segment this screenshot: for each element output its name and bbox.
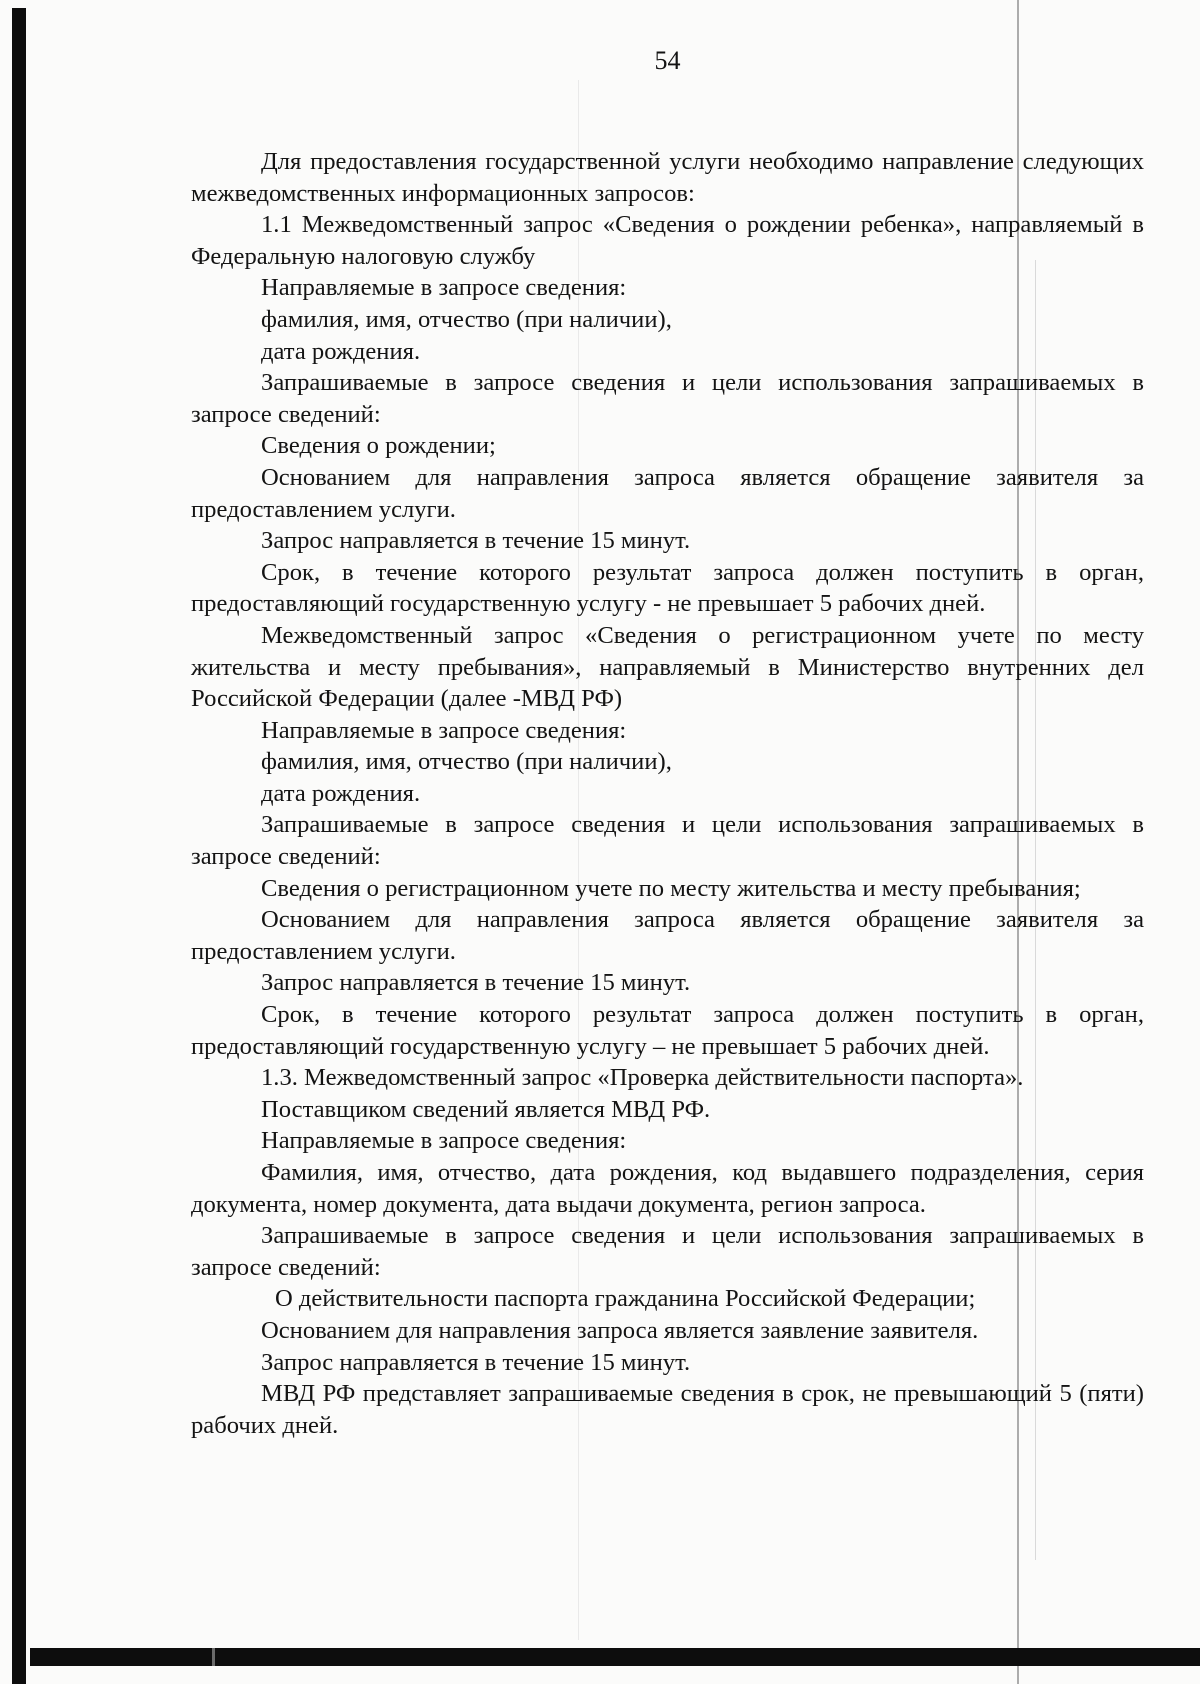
paragraph-response-deadline: МВД РФ представляет запрашиваемые сведения в срок, не превышающий 5 (пяти) рабочих дней. [191, 1380, 1144, 1439]
page-number: 54 [654, 46, 681, 75]
paragraph-request-timing: Запрос направляется в течение 15 минут. [261, 1348, 691, 1376]
paragraph-sent-data-heading: Направляемые в запросе сведения: [261, 1127, 627, 1155]
scan-edge-bottom [30, 1648, 1200, 1666]
paragraph-request-basis: Основанием для направления запроса является заявление заявителя. [261, 1316, 979, 1344]
paragraph-requested-data-heading: Запрашиваемые в запросе сведения и цели использования запрашиваемых в запросе сведений: [191, 811, 1144, 871]
paragraph-sent-data-birthdate: дата рождения. [261, 779, 421, 807]
paragraph-requested-data-heading: Запрашиваемые в запросе сведения и цели использования запрашиваемых в запросе сведений: [191, 1222, 1144, 1281]
scan-edge-bottom-gap [212, 1648, 215, 1666]
paragraph-intro: Для предоставления государственной услуги необходимо направление следующих межведомственных информационных запросов: [191, 148, 1144, 207]
paragraph-request-1-3-title: 1.3. Межведомственный запрос «Проверка действительности паспорта». [261, 1064, 1024, 1092]
paragraph-requested-data-heading: Запрашиваемые в запросе сведения и цели использования запрашиваемых в запросе сведений: [191, 369, 1144, 428]
paragraph-request-basis: Основанием для направления запроса является обращение заявителя за предоставлением услуги. [191, 906, 1144, 965]
paragraph-requested-data-value: Сведения о рождении; [261, 432, 496, 460]
paragraph-sent-data-passport: Фамилия, имя, отчество, дата рождения, код выдавшего подразделения, серия документа, номер документа, дата выдачи документа, регион запроса. [191, 1159, 1144, 1218]
paragraph-requested-data-value: О действительности паспорта гражданина Российской Федерации; [275, 1285, 976, 1313]
paragraph-sent-data-fio: фамилия, имя, отчество (при наличии), [261, 748, 672, 776]
paragraph-request-registration-title: Межведомственный запрос «Сведения о регистрационном учете по месту жительства и месту пребывания», направляемый в Министерство внутренних дел Российской Федерации (далее -МВД РФ) [191, 621, 1144, 713]
paragraph-sent-data-birthdate: дата рождения. [261, 337, 421, 365]
scan-edge-left [12, 8, 26, 1684]
paragraph-request-timing: Запрос направляется в течение 15 минут. [261, 527, 691, 555]
paragraph-sent-data-heading: Направляемые в запросе сведения: [261, 274, 627, 302]
paragraph-request-1-1-title: 1.1 Межведомственный запрос «Сведения о рождении ребенка», направляемый в Федеральную налоговую службу [191, 211, 1144, 270]
paragraph-response-deadline: Срок, в течение которого результат запроса должен поступить в орган, предоставляющий государственную услугу - не превышает 5 рабочих дней. [191, 558, 1144, 618]
paragraph-request-basis: Основанием для направления запроса является обращение заявителя за предоставлением услуги. [191, 463, 1144, 523]
paragraph-requested-data-value: Сведения о регистрационном учете по месту жительства и месту пребывания; [261, 874, 1081, 902]
paragraph-sent-data-heading: Направляемые в запросе сведения: [261, 716, 627, 744]
paragraph-response-deadline: Срок, в течение которого результат запроса должен поступить в орган, предоставляющий государственную услугу – не превышает 5 рабочих дней. [191, 1001, 1144, 1060]
paragraph-data-provider: Поставщиком сведений является МВД РФ. [261, 1095, 711, 1123]
document-body [191, 146, 1144, 1441]
paragraph-request-timing: Запрос направляется в течение 15 минут. [261, 969, 691, 997]
paragraph-sent-data-fio: фамилия, имя, отчество (при наличии), [261, 305, 672, 333]
